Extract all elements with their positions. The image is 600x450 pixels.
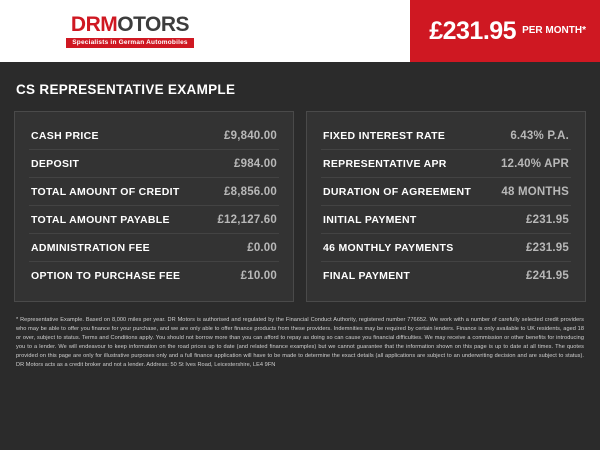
- row-value: £10.00: [240, 269, 277, 282]
- logo-text-m: M: [100, 12, 118, 36]
- table-row: [29, 122, 279, 150]
- row-value: £984.00: [234, 157, 277, 170]
- row-label: TOTAL AMOUNT OF CREDIT: [31, 185, 180, 198]
- logo-text-dr: DR: [70, 12, 101, 36]
- right-figures-panel: [306, 111, 586, 302]
- row-label: INITIAL PAYMENT: [323, 213, 417, 226]
- table-row: [321, 234, 571, 262]
- row-label: ADMINISTRATION FEE: [31, 241, 150, 254]
- row-label: 46 MONTHLY PAYMENTS: [323, 241, 454, 254]
- monthly-price-amount: £231.95: [429, 16, 517, 45]
- page-content: [0, 62, 600, 302]
- row-value: 6.43% P.A.: [510, 129, 569, 142]
- table-row: [29, 234, 279, 262]
- brand-logo[interactable]: [0, 0, 260, 62]
- table-row: [321, 178, 571, 206]
- table-row: [29, 262, 279, 289]
- header-spacer: [260, 0, 410, 62]
- row-value: 48 MONTHS: [501, 185, 569, 198]
- monthly-price-banner: [410, 0, 600, 62]
- row-value: £241.95: [526, 269, 569, 282]
- row-value: £12,127.60: [217, 213, 277, 226]
- row-value: £8,856.00: [224, 185, 277, 198]
- row-label: CASH PRICE: [31, 129, 99, 142]
- table-row: [29, 150, 279, 178]
- row-value: £0.00: [247, 241, 277, 254]
- row-label: FINAL PAYMENT: [323, 269, 411, 282]
- table-row: [321, 122, 571, 150]
- page-header: [0, 0, 600, 62]
- row-label: REPRESENTATIVE APR: [323, 157, 447, 170]
- row-label: FIXED INTEREST RATE: [323, 129, 446, 142]
- row-label: TOTAL AMOUNT PAYABLE: [31, 213, 170, 226]
- legal-footnote: * Representative Example. Based on 8,000 miles per year. DR Motors is authorised and regulated by the Financial Conduct Authority, registered number 776652. We work with a number of carefully selected credit providers who may be able to offer you finance for your purchase, and we are only able to offer finance products from these providers. Indemnities may be required by certain lenders. Finance is only available to UK residents, aged 18 or over, subject to status. Terms and Conditions apply. You should not borrow more than you can afford to repay as doing so can cause you financial difficulties. We may receive a commission or other benefits for introducing you to a lender. We will endeavour to keep information on the road prices up to date (and related finance examples) but we cannot guarantee that the information shown on this page is up to date at all times. The quotes provided on this page are only for illustrative purposes only and a full finance application will have to be made to determine the exact details (all applications are subject to an underwriting decision and are subject to status). DR Motors acts as a credit broker and not a lender. Address: 50 St Ives Road, Leicestershire, LE4 9FN: [16, 317, 584, 369]
- table-row: [321, 150, 571, 178]
- monthly-price-period: PER MONTH*: [522, 24, 586, 36]
- table-row: [29, 178, 279, 206]
- row-label: DEPOSIT: [31, 157, 80, 170]
- row-label: OPTION TO PURCHASE FEE: [31, 269, 181, 282]
- row-value: £231.95: [526, 241, 569, 254]
- logo-wordmark: [66, 14, 193, 35]
- left-figures-panel: [14, 111, 294, 302]
- figures-panels: [14, 111, 586, 302]
- row-label: DURATION OF AGREEMENT: [323, 185, 472, 198]
- logo-lockup: [66, 14, 193, 49]
- logo-tagline: Specialists in German Automobiles: [66, 38, 193, 49]
- table-row: [321, 262, 571, 289]
- logo-text-otors: OTORS: [117, 12, 190, 36]
- table-row: [321, 206, 571, 234]
- page-title: CS REPRESENTATIVE EXAMPLE: [16, 82, 236, 97]
- row-value: 12.40% APR: [500, 157, 569, 170]
- row-value: £231.95: [526, 213, 569, 226]
- row-value: £9,840.00: [224, 129, 277, 142]
- table-row: [29, 206, 279, 234]
